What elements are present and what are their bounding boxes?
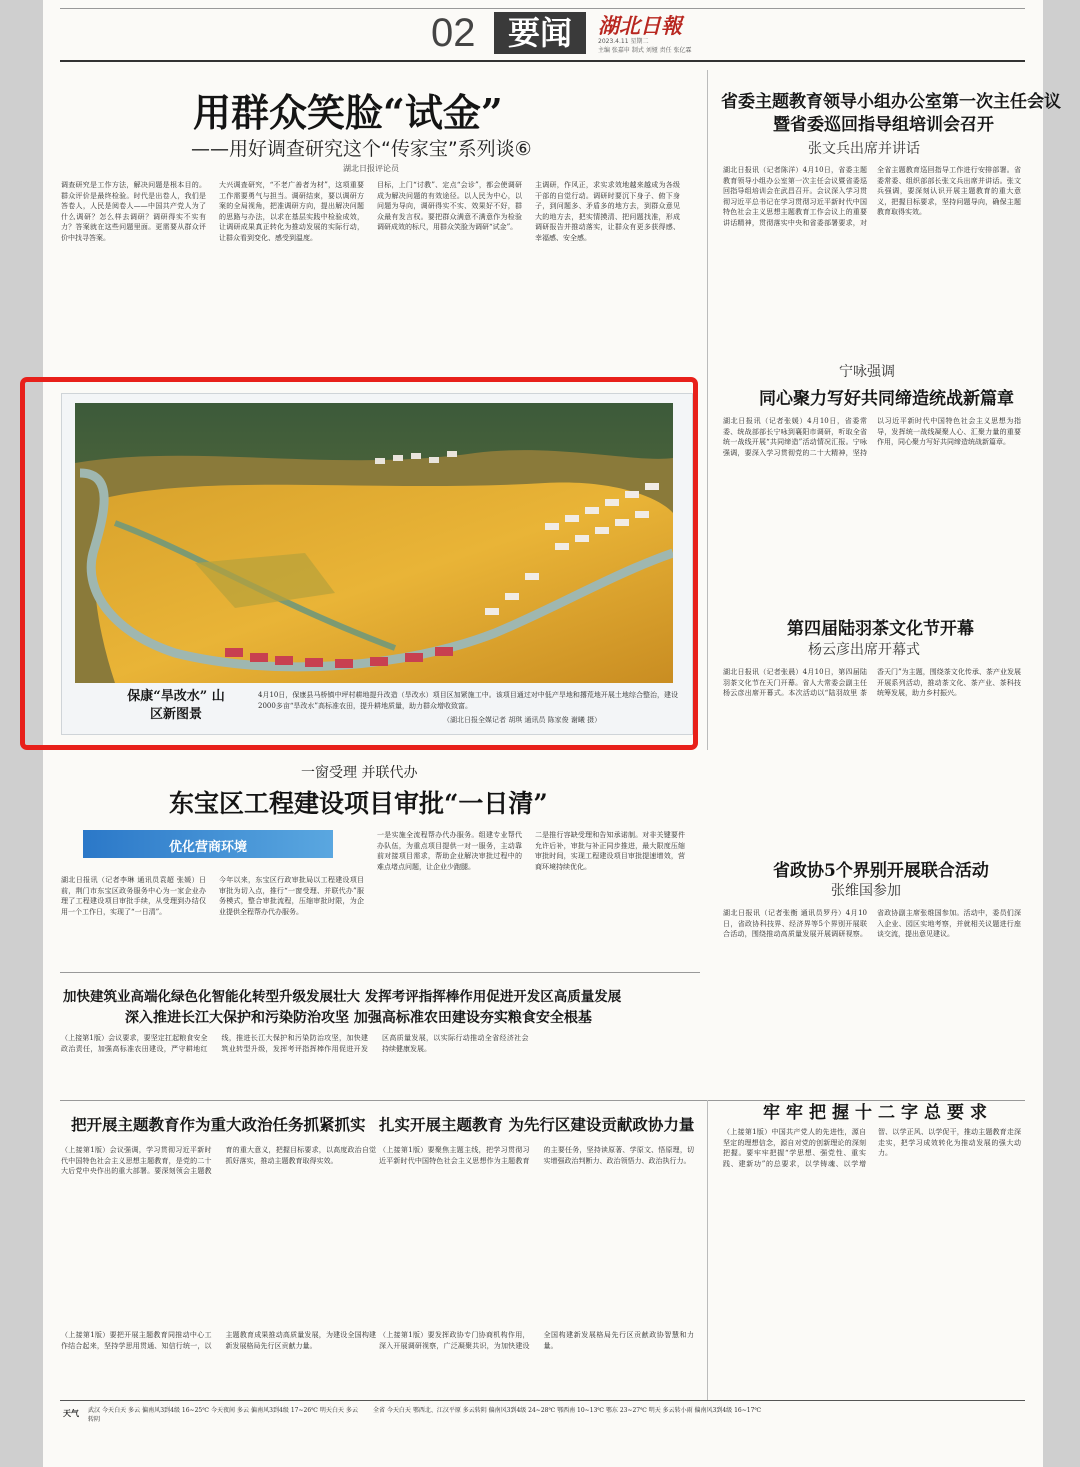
weather-right: 全省 今天白天 鄂西北、江汉平原 多云转阴 偏南风3到4级 24~28℃ 鄂西南 10~13℃ 鄂东 23~27℃ 明天 多云转小雨 偏南风3到4级 16~17℃: [373, 1407, 762, 1414]
right-top-sub: 张文兵出席并讲话: [808, 141, 920, 157]
right-mid-author: 宁咏强调: [839, 364, 895, 380]
photo-caption-text: 4月10日，保康县马桥镇中坪村耕地提升改造（旱改水）项目区加紧施工中。该项目通过对中低产旱地和撂荒地开展土地综合整治，建设2000多亩“旱改水”高标准农田，提升耕地质量，助力群众增收致富。: [258, 691, 678, 710]
column-divider: [707, 70, 708, 750]
center-title: 东宝区工程建设项目审批“一日清”: [169, 789, 548, 818]
right-mid-body: 湖北日报讯（记者张媛）4月10日，省委常委、统战部部长宁咏到襄阳市调研，听取全省统一战线开展“共同缔造”活动情况汇报。宁咏强调，要深入学习贯彻党的二十大精神，坚持以习近平新时代中国特色社会主义思想为指导，发挥统一战线凝聚人心、汇聚力量的重要作用，同心聚力写好共同缔造统战新篇章。: [723, 417, 1021, 457]
masthead-rule: [60, 60, 1025, 62]
lead-col-4: 主调研，作风正，求实求效地越来越成为各级干部的自觉行动。调研时要沉下身子、俯下身子，到问题多、矛盾多的地方去，到群众意见大的地方去，把实情摸清、把问题找准，形成调研报告并推动落实，让群众有更多获得感、幸福感、安全感。: [535, 181, 680, 242]
banner-top-rule: [60, 972, 700, 973]
center-col-3: 一是实施全流程帮办代办服务。组建专业帮代办队伍，为重点项目提供一对一服务，主动靠前对接项目需求，帮助企业解决审批过程中的难点堵点问题，让企业少跑腿。: [377, 831, 522, 871]
issue-editors: 主编 张嘉申 制式 刘娅 责任 张亿霖: [598, 47, 692, 54]
right-top-title-2: 暨省委巡回指导组培训会召开: [773, 115, 994, 135]
tea-festival-sub: 杨云彦出席开幕式: [808, 642, 920, 658]
right-top-title-1: 省委主题教育领导小组办公室第一次主任会议: [721, 92, 1061, 112]
lower-mid-body-b: （上接第1版）要发挥政协专门协商机构作用，深入开展调研视察，广泛凝聚共识，为加快建设全国构建新发展格局先行区贡献政协智慧和力量。: [379, 1331, 694, 1350]
banner-line-1: 加快建筑业高端化绿色化智能化转型升级发展壮大 发挥考评指挥棒作用促进开发区高质量发展: [63, 989, 622, 1005]
lead-byline: 湖北日报评论员: [343, 164, 399, 173]
lead-col-1: 调查研究是工作方法，解决问题是根本目的。群众评价是最终检验。时代是出卷人，我们是答卷人，人民是阅卷人——中国共产党人为了什么调研？怎么样去调研？调研得实不实有力？答案就在这些问题里面。更需要从群众评价中找寻答案。: [61, 181, 206, 242]
lower-left-title: 把开展主题教育作为重大政治任务抓紧抓实: [71, 1115, 366, 1134]
cppcc-body: 湖北日报讯（记者张衡 通讯员罗丹）4月10日，省政协科技界、经济界等5个界别开展联合活动，围绕推动高质量发展开展调研视察。省政协副主席张维国参加。活动中，委员们深入企业、园区实地考察，并就相关议题进行座谈交流，提出意见建议。: [723, 909, 1021, 938]
photo-credit: （湖北日报全媒记者 胡琪 通讯员 陈家俊 谢曦 摄）: [443, 716, 602, 724]
top-rule: [60, 8, 1025, 9]
lower-left-body-b: （上接第1版）要把开展主题教育同推动中心工作结合起来，坚持学思用贯通、知信行统一，以主题教育成果推动高质量发展，为建设全国构建新发展格局先行区贡献力量。: [61, 1331, 376, 1350]
lead-subtitle: ——用好调查研究这个“传家宝”系列谈⑥: [191, 138, 532, 160]
page-number: 02: [431, 11, 476, 55]
weather-label: 天气: [63, 1409, 79, 1418]
issue-date: 2023.4.11 星期二: [598, 38, 649, 45]
lower-left-body-a: （上接第1版）会议强调，学习贯彻习近平新时代中国特色社会主义思想主题教育，是党的二十大后党中央作出的重大部署。要深刻领会主题教育的重大意义，把握目标要求，以高度政治自觉抓好落实，推动主题教育取得实效。: [61, 1146, 376, 1175]
photo-caption-title: 保康“旱改水” 山区新图景: [127, 689, 225, 722]
aerial-farmland-photo: [75, 403, 673, 683]
lower-right-title: 牢牢把握十二字总要求: [763, 1103, 993, 1123]
footer-rule: [60, 1400, 1025, 1401]
badge-label: 优化营商环境: [168, 840, 247, 855]
cppcc-title: 省政协5个界别开展联合活动: [773, 861, 989, 881]
weather-left: 武汉 今天白天 多云 偏南风3到4级 16~25℃ 今天夜间 多云 偏南风3到4级 17~26℃ 明天白天 多云转阴: [88, 1407, 358, 1423]
banner-body: （上接第1版）会议要求，要坚定扛起粮食安全政治责任，加强高标准农田建设，严守耕地红线，推进长江大保护和污染防治攻坚，加快建筑业转型升级，发挥考评指挥棒作用促进开发区高质量发展，以实际行动推动全省经济社会持续健康发展。: [61, 1034, 529, 1053]
section-label: 要闻: [494, 12, 586, 54]
lower-mid-body-a: （上接第1版）要聚焦主题主线，把学习贯彻习近平新时代中国特色社会主义思想作为主题教育的主要任务，坚持读原著、学原文、悟原理，切实增强政治判断力、政治领悟力、政治执行力。: [379, 1146, 694, 1165]
lower-right-divider: [707, 1100, 708, 1400]
lead-col-2: 大兴调查研究，“不老广善者为材”，这项重要工作需要勇气与担当。调研结束，要以调研方案的全局视角，把准调研方向，提出解决问题的思路与办法，以求在基层实践中检验成效，让调研成果真正转化为推动发展的实际行动，让群众看到变化、感受到温度。: [219, 181, 364, 242]
tea-festival-title: 第四届陆羽茶文化节开幕: [787, 619, 974, 639]
lower-mid-title: 扎实开展主题教育 为先行区建设贡献政协力量: [379, 1115, 695, 1134]
center-col-1: 湖北日报讯（记者李琳 通讯员袁超 张媛）日前，荆门市东宝区政务服务中心为一家企业办理了工程建设项目审批手续，从受理到办结仅用一个工作日，实现了“一日清”。: [61, 876, 206, 916]
lower-right-body: （上接第1版）中国共产党人的先进性，源自坚定的理想信念，源自对党的创新理论的深刻把握。要牢牢把握“学思想、强党性、重实践、建新功”的总要求，以学铸魂、以学增智、以学正风、以学促干，推动主题教育走深走实，把学习成效转化为推动发展的强大动力。: [723, 1128, 1021, 1168]
right-top-body: 湖北日报讯（记者陈洋）4月10日，省委主题教育领导小组办公室第一次主任会议暨省委巡回指导组培训会在武昌召开。会议深入学习贯彻习近平总书记在学习贯彻习近平新时代中国特色社会主义思想主题教育工作会议上的重要讲话精神，贯彻落实中央和省委部署要求，对全省主题教育巡回指导工作进行安排部署。省委常委、组织部部长张文兵出席并讲话。张文兵强调，要深刻认识开展主题教育的重大意义，把握目标要求，坚持问题导向，确保主题教育取得实效。: [723, 166, 1021, 227]
newspaper-page: [43, 0, 1061, 1467]
lead-col-3: 目标，上门“讨教”、定点“会诊”，都会使调研成为解决问题的有效途径。以人民为中心，以问题为导向，调研得实不实、效果好不好，群众最有发言权。要把群众满意不满意作为检验调研成效的标尺，用群众笑脸为调研“试金”。: [377, 181, 522, 231]
center-col-2: 今年以来，东宝区行政审批局以工程建设项目审批为切入点，推行“一窗受理、并联代办”服务模式，整合审批流程，压缩审批时限，为企业提供全程帮办代办服务。: [219, 876, 364, 916]
center-col-4: 二是推行容缺受理和告知承诺制。对非关键要件允许后补，审批与补正同步推进，最大限度压缩审批时间，实现工程建设项目审批提速增效，营商环境持续优化。: [535, 831, 685, 871]
center-kicker: 一窗受理 并联代办: [301, 765, 418, 781]
right-mid-title: 同心聚力写好共同缔造统战新篇章: [759, 389, 1014, 409]
business-env-badge: [83, 830, 333, 858]
paper-logo: 湖北日報: [598, 13, 682, 38]
lead-title: 用群众笑脸“试金”: [193, 90, 503, 135]
cppcc-sub: 张维国参加: [831, 883, 901, 899]
banner-line-2: 深入推进长江大保护和污染防治攻坚 加强高标准农田建设夯实粮食安全根基: [125, 1010, 592, 1026]
tea-festival-body: 湖北日报讯（记者张晨）4月10日，第四届陆羽茶文化节在天门开幕。省人大常委会副主任杨云彦出席开幕式。本次活动以“陆羽故里 茶香天门”为主题，围绕茶文化传承、茶产业发展开展系列活动，推动茶文化、茶产业、茶科技统筹发展，助力乡村振兴。: [723, 668, 1021, 697]
